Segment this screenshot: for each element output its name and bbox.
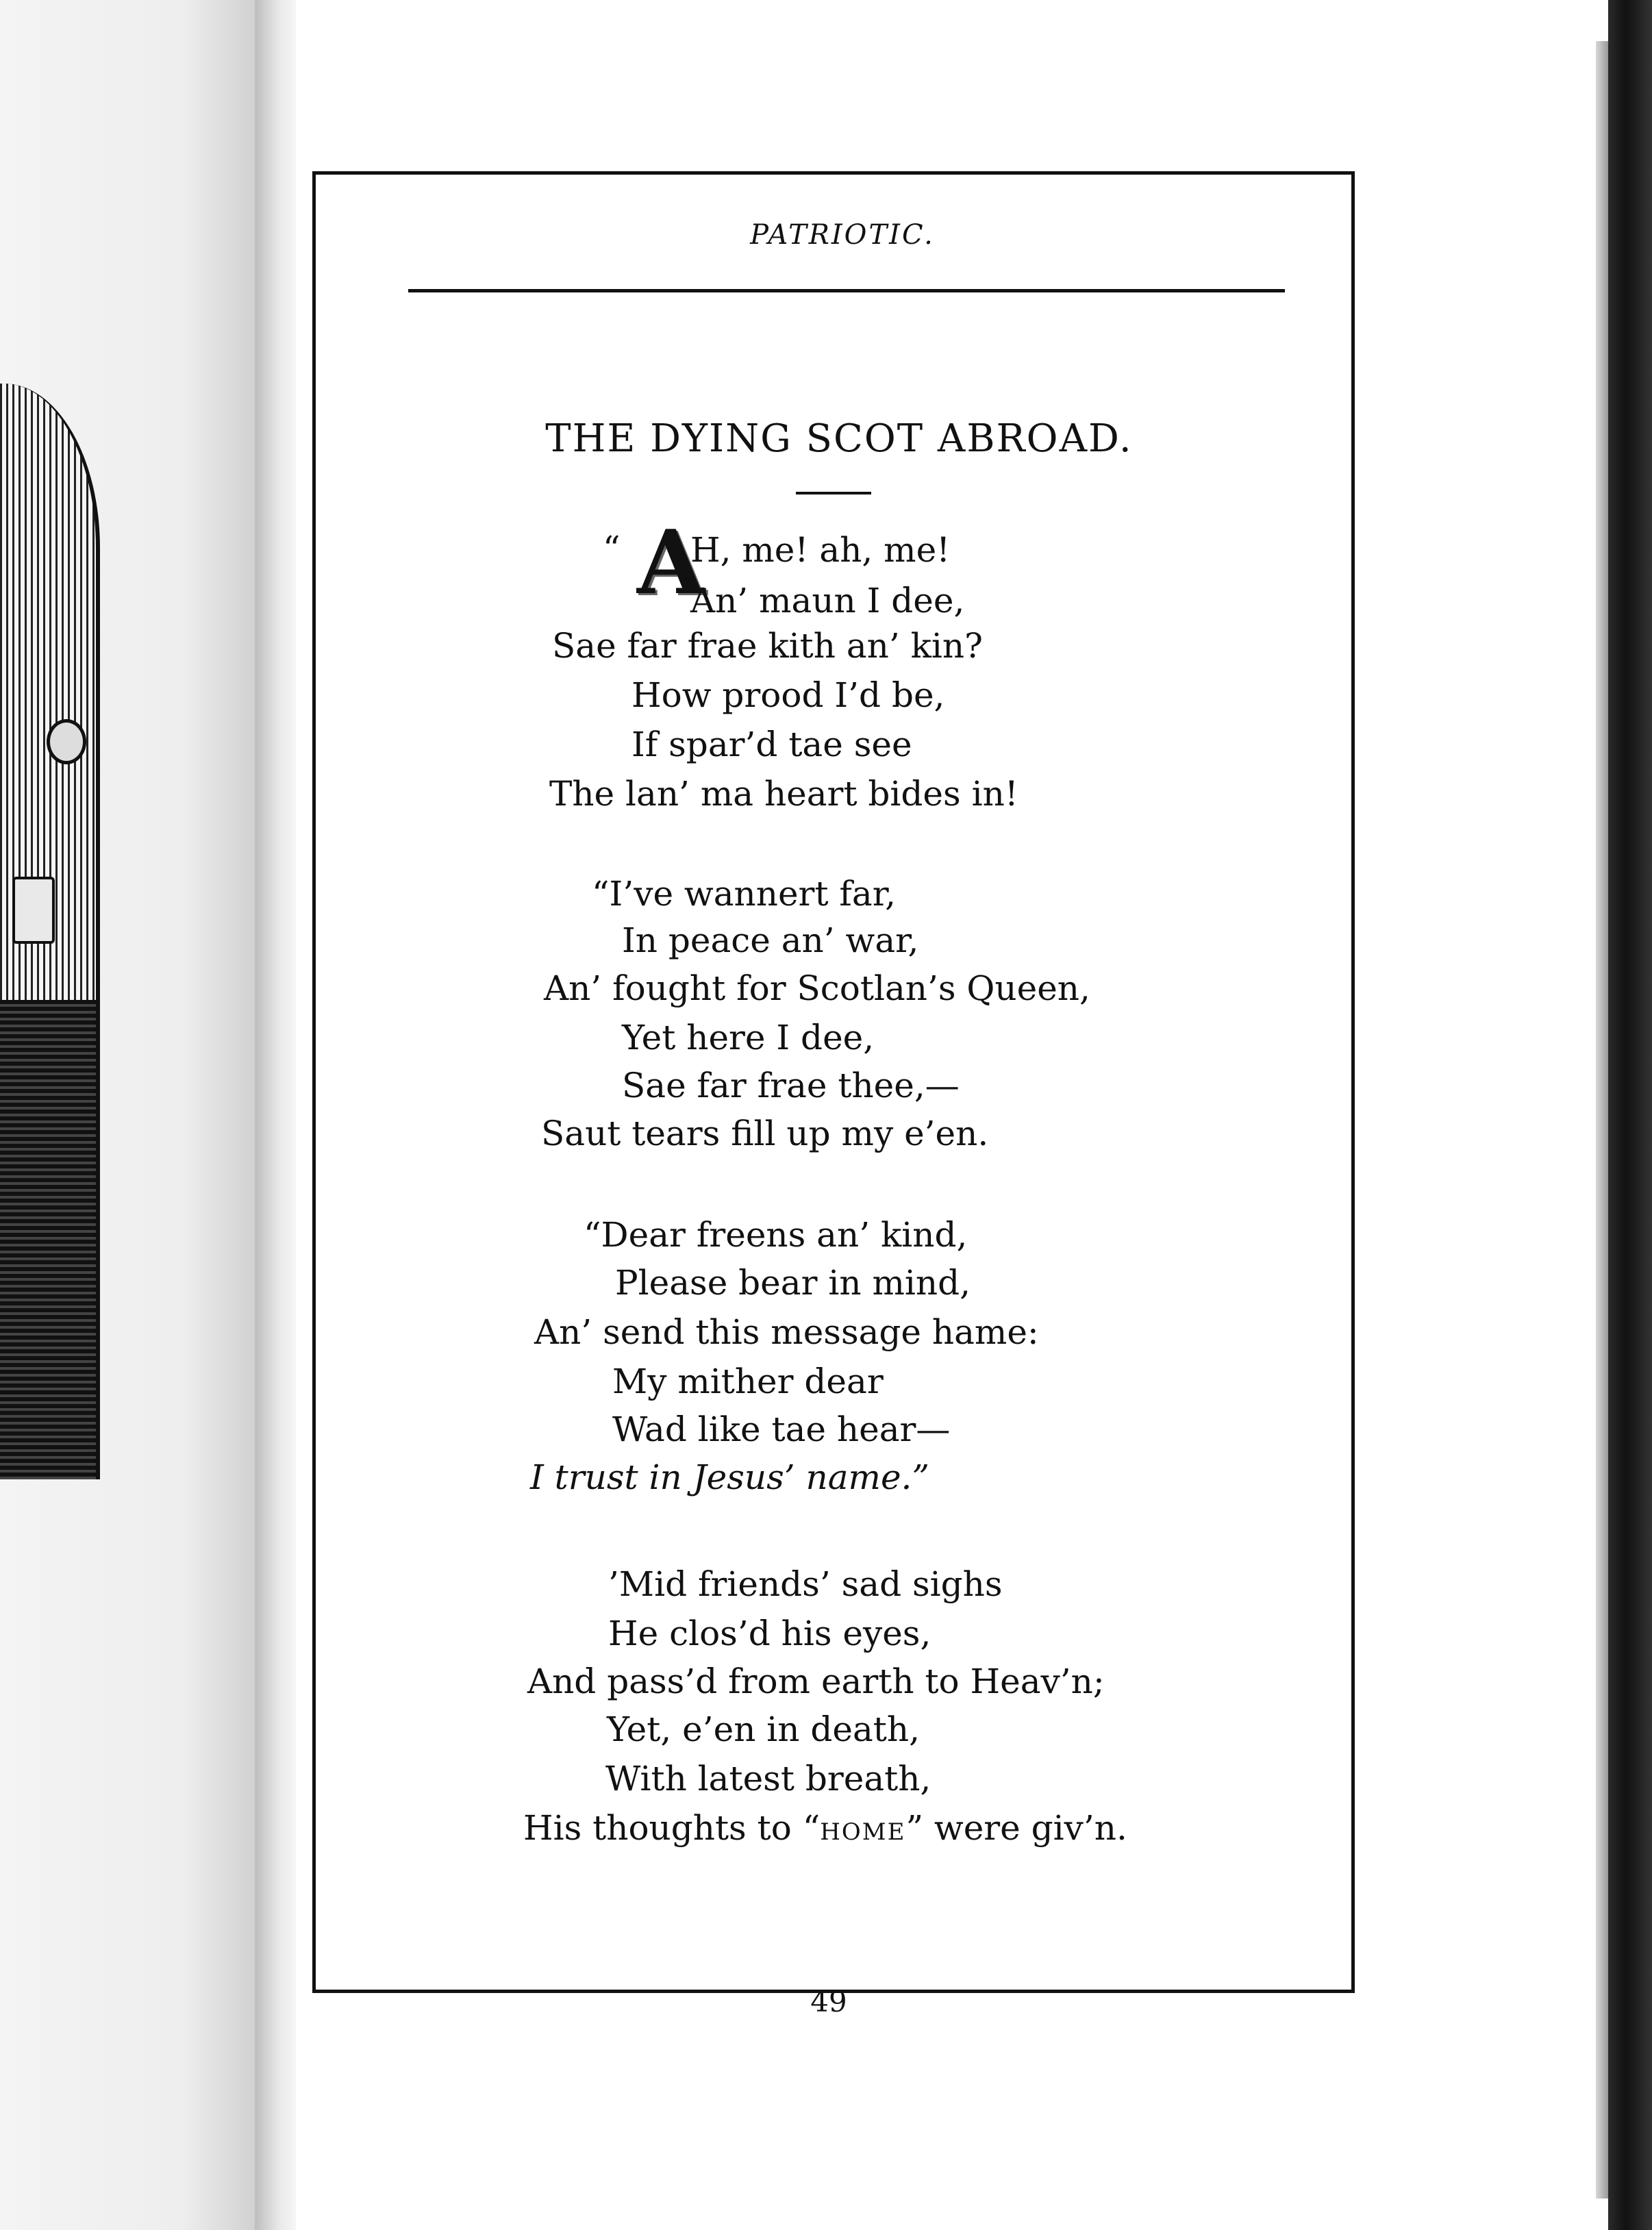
bedpost-knob (47, 719, 86, 764)
poem-line: An’ fought for Scotlan’s Queen, (544, 968, 1090, 1008)
poem-line: An’ maun I dee, (690, 581, 965, 621)
drop-cap: A (637, 512, 705, 614)
poem-line: Sae far frae thee,— (622, 1066, 960, 1105)
poem-line: ’Mid friends’ sad sighs (608, 1564, 1003, 1604)
final-line-start: His thoughts to “ (523, 1808, 821, 1848)
poem-line-italic: I trust in Jesus’ name.” (530, 1457, 929, 1497)
poem-line: How prood I’d be, (631, 675, 945, 715)
facing-page (0, 0, 260, 2230)
poem-title: THE DYING SCOT ABROAD. (545, 416, 1133, 461)
poem-line: Wad like tae hear— (612, 1410, 951, 1449)
final-line-end: ” were giv’n. (905, 1808, 1127, 1848)
poem-line: Yet here I dee, (622, 1018, 875, 1057)
final-line-home: HOME (820, 1818, 906, 1846)
poem-line: If spar’d tae see (631, 725, 912, 764)
running-head: PATRIOTIC. (750, 219, 935, 251)
poem-line: “I’ve wannert far, (592, 874, 897, 914)
poem-line: In peace an’ war, (622, 920, 919, 960)
poem-line: The lan’ ma heart bides in! (549, 774, 1018, 814)
poem-line: Sae far frae kith an’ kin? (552, 626, 983, 666)
engraving-illustration (0, 384, 100, 1479)
poem-line: An’ send this message hame: (534, 1312, 1039, 1352)
opening-quote: “ (603, 529, 621, 568)
poem-line: And pass’d from earth to Heav’n; (527, 1662, 1105, 1701)
book-cover-edge (1608, 0, 1652, 2230)
poem-line: My mither dear (612, 1362, 884, 1401)
engraving-shadow (0, 1000, 96, 1479)
poem-final-line (523, 1808, 1127, 1848)
poem-line: Please bear in mind, (615, 1263, 971, 1303)
page-number: 49 (810, 1985, 847, 2018)
poem-line: With latest breath, (605, 1759, 931, 1799)
header-rule (408, 289, 1285, 292)
poem-line: Saut tears fill up my e’en. (541, 1114, 989, 1153)
poem-line: He clos’d his eyes, (608, 1614, 931, 1653)
poem-line: H, me! ah, me! (690, 530, 951, 570)
poem-line: Yet, e’en in death, (607, 1709, 920, 1749)
title-dash (796, 492, 871, 494)
poem-line: “Dear freens an’ kind, (584, 1215, 968, 1255)
book-gutter (255, 0, 296, 2230)
page-edge (1596, 41, 1608, 2198)
cup-illustration (12, 877, 55, 944)
